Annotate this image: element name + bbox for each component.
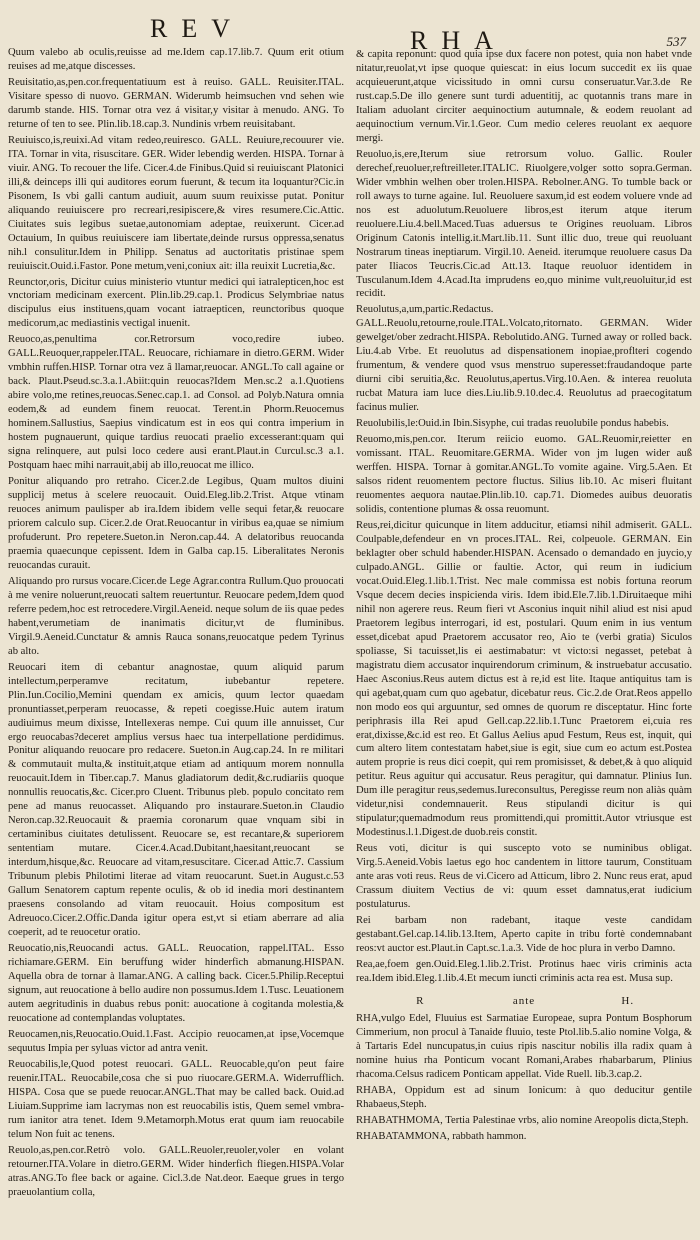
dictionary-entry: Reus,rei,dicitur quicunque in litem adducitur, etiamsi nihil admiserit. GALL. Coulpable,defendeur en vn proces.ITAL. Rei, colpeuole. GERMAN. Ein beklagter ober schuld habender.HISPAN. Acensado o demandado en juycio,y culpado.ANGL. Gillie or faultie. Actor, qui reum in iudicium vocat.Ouid.Eleg.1.lib.1.Trist. Nec male commissa est nobis fortuna reorum Vsque decem decies inspicienda viris. Idem ibid.Ele.7.lib.1.Diruitaeque mihi nihil non agerere reus. Reum fieri vt Asconius inquit nihil aliud est nisi apud Praetorem legibus interrogari, id est, postulari. Quum enim in ius ventum esset,dicebat apud Praetorem accusator reo, Aio te (verbi gratia) Siculos spoliasse, Si tacuisset,lis ei aestimabatur: vt victo:si negasset, petebat à magistratu diem accusator inquirendorum criminum, & instruebatur accusatio. Haec Asconius.Reus autem dictus est à re,id est lite. Itaque antiquitus tam is qui agebat,quam cum quo agebatur, dicebatur reus. Cic.2.de Orat.Reos appello non modo eos qui arguuntur, sed omnes de quorum re disceptatur. Hinc forte periphrasis illa Rei apud Gell.cap.22.lib.1.Tunc Praetorem ei,cuia res erat,dixisse,&c.id est reo. Et Gallus Aelius apud Festum, Reus est, inquit, qui cum altero litem contestatam habet,siue is egit, siue cum eo actum est.Postea autem proprie is reus dici coepit, qui rem promisisset, & debet,& à quo aliquid petitur. Reus aguitur qui accusatur. Reus peragitur, qui damnatur. Plinius Iun. Dum ille peragitur reus,sedemus.Iureconsultus, Peregisse reum non aliàs quàm videtur,nisi condemnauerit. Reus stipulandi dicitur is qui stipulatur;quemadmodum reus promittendi,qui promittit.Autor vtriusque est Modestinus.l.1.Digest.de duob.reis constit. bbox=[356, 519, 692, 839]
left-column bbox=[8, 46, 344, 1201]
section-divider-right: H. bbox=[621, 994, 635, 1007]
dictionary-entry: Reuoluo,is,ere,Iterum siue retrorsum voluo. Gallic. Rouler derechef,reuoluer,reftreilleter.ITALIC. Riuolgere,volger sotto sopra.German. Wider vmbhin welhen ober trolen.HISPA. Rebolner.ANG. To tumble back or roll aways to turne againe. Iul. Reuoluere saxum,id est eodem voluere vnde ad nos est aduolutum.Reuoluere libros,est iterum atque iterum reuoluere.Liu.4.bell.Maced.Tuas aduersus te Origines reuoluam. Libros Originum Catonis intellig.it.Mart.lib.11. Sunt illic duo, treue qui reuoluant Nostrarum tineas ineptiarum. Virgil.10. Aeneid. iterumque reuoluere casus Da pater Iliacos Teucris.Cic.ad Att.13. Itaque reuoluor identidem in Tusculanum.Idem 4.Acad.Ita imprudens eo,quo minime vult,reuoluitur,id est recidit. bbox=[356, 148, 692, 300]
dictionary-entry: Reuocamen,nis,Reuocatio.Ouid.1.Fast. Accipio reuocamen,at ipse,Vocemque sequutus Impia per syluas victor ad antra venit. bbox=[8, 1028, 344, 1054]
dictionary-entry: Reuocabilis,le,Quod potest reuocari. GALL. Reuocable,qu'on peut faire reuenir.ITAL. Reuocabile,cosa che si puo riuocare.GERM.A. Widerrufflich. HISPA. Cosa que se puede reuocar.ANGL.That may be called back. Ouid.ad Liuiam.Supprime iam lacrymas non est reuocabilis istis, Quem semel vmbra-rum ianitor atra tenet. Idem 9.Metamorph.Motus erat quum iam reuocabile telum Non fuit ac tenens. bbox=[8, 1058, 344, 1140]
dictionary-entry: Reuisitatio,as,pen.cor.frequentatiuum est à reuiso. GALL. Reuisiter.ITAL. Visitare spesso di nuovo. GERMAN. Widerumb heimsuchen vnd sehen wie darumb stande. HIS. Tornar otra vez á visitar,y visitar à menudo. ANG. To returne of ten to see. Plin.lib.18.cap.3. Nundinis vrbem reuisitabant. bbox=[8, 76, 344, 130]
dictionary-entry: Quum valebo ab oculis,reuisse ad me.Idem cap.17.lib.7. Quum erit otium reuises ad me,atque discesses. bbox=[8, 47, 344, 72]
dictionary-entry: Reuoco,as,penultima cor.Retrorsum voco,redire iubeo. GALL.Reuoquer,rappeler.ITAL. Reuocare, richiamare in dietro.GERM. Wider vmbhin ruffen.HISP. Tornar otra vez â llamar,reuocar. ANGL.To call againe or back. Plaut.Pseud.sc.3.a.1.Abiit:quin reuocas?Idem Men.sc.2 a.1.Quotiens abire volo,me retines,reuocas.Senec.cap.1. ad Consol. ad Polyb.Natura omnia eodem,& ad eundem finem reuocat. Terent.in Phorm.Reuocemus hominem.Sallustius, Saepius vindicatum est in eos qui contra imperium in hostem pugnauerunt, quique tardius reuocati praelio excesserant:quam qui signa relinquere, aut pulsi loco cedere ausi erant.Plaut.in Curcul.sc.3 a.1. Postquam haec mihi narrauit,abij ab illo,reuocat me illico. bbox=[8, 334, 344, 472]
dictionary-entry: RHABATHMOMA, Tertia Palestinae vrbs, alio nomine Areopolis dicta,Steph. bbox=[356, 1115, 689, 1127]
dictionary-entry: Aliquando pro rursus vocare.Cicer.de Lege Agrar.contra Rullum.Quo prouocati à me venire noluerunt,reuocati saltem reuertuntur. Reuocare pedem,Idem quod referre pedem,hoc est retrocedere.Virgil.Aeneid. neque solum de iis quae pedes habent,verumetiam de inanimatis dicitur,vt de fluminibus. Virgil.9.Aeneid.Cunctatur & amnis Rauca sonans,reuocatque pedem Tyrinus ab alto. bbox=[8, 575, 344, 657]
dictionary-entry: RHABATAMMONA, rabbath hammon. bbox=[356, 1131, 527, 1143]
section-divider-middle: ante bbox=[512, 994, 536, 1007]
dictionary-entry: Reuomo,mis,pen.cor. Iterum reiicio euomo. GAL.Reuomir,reietter en vomissant. ITAL. Reuomitare.GERMA. Wider von jm lugen wider auß werffen. HISPA. Tornar à gomitar.ANGL.To vomite againe. Virg.5.Aen. Et salsos rident reuomentem pectore fluctus. Silius lib.10. Ac miseri fluitant reuomentes aequora nautae.Plin.lib.10. cap.71. Diomedes auibus deuoratis solidis, contentione plumas & ossa reuomunt. bbox=[356, 434, 692, 515]
dictionary-entry: RHA,vulgo Edel, Fluuius est Sarmatiae Europeae, supra Pontum Bosphorum Cimmerium, non procul à Tanaide fluuio, teste Ptol.lib.5.alio nomine Volga, & à Tartaris Edel nuncupatus,in cuius ripis nascitur nobilis illa radix quam à nomine huius rha Ponticum vocant Romani,Arabes rhabarbarum, Plinius rhacoma.Celsus radicem Ponticam appellat. Vide Ruell. lib.3.cap.2. bbox=[356, 1013, 692, 1081]
dictionary-entry: Rei barbam non radebant, itaque veste candidam gestabant.Gel.cap.14.lib.13.Item, Aperto capite in tribu fortè condemnabant reos:vt auctor est.Plaut.in Capt.sc.1.a.3. Vide de hoc plura in verbo Damno. bbox=[356, 915, 692, 955]
section-divider bbox=[356, 994, 692, 1009]
right-column bbox=[356, 48, 692, 1146]
dictionary-entry: & capita reponunt: quod quia ipse dux facere non potest, quia non habet vnde nitatur,reuolat,vt ipse quoque quiescat: in eius locum succedit ex iis quae acquieuerunt,atque vicissitudo in omni cursu conseruatur.Var.3.de Re rust.cap.5.De illo genere sunt turdi aduentitij, ac quotannis trans mare in Italiam aduolant circiter aequinoctium autumnale, & eodem reuolant ad aequinoctium vernum.Vir.1.Geor. Cum medio celeres reuolant ex aequore mergi. bbox=[356, 49, 692, 144]
section-divider-left: R bbox=[416, 994, 425, 1007]
dictionary-entry: Reuolubilis,le:Ouid.in Ibin.Sisyphe, cui tradas reuolubile pondus habebis. bbox=[356, 418, 669, 430]
page-number: 537 bbox=[666, 34, 686, 49]
dictionary-entry: Reus voti, dicitur is qui suscepto voto se numinibus obligat. Virg.5.Aeneid.Vobis laetus ego hoc candentem in littore taurum, Constituam ante aras voti reus. Reus de vi.Cicero ad Atticum, libro 2. Nunc reus erat, apud Crassum diuitem Vectius de vi: quum esset damnatus,erat iudicium postulaturus. bbox=[356, 843, 692, 911]
running-head-left: REV bbox=[150, 14, 244, 43]
dictionary-entry: Rea,ae,foem gen.Ouid.Eleg.1.lib.2.Trist. Protinus haec viris criminis acta rea.Idem ibid.Eleg.1.lib.4.Et mecum iuncti criminis acta rea est. Musa sup. bbox=[356, 959, 692, 984]
dictionary-entry: Reuolo,as,pen.cor.Retrò volo. GALL.Reuoler,reuoler,voler en volant retourner.ITA.Volare in dietro.GERM. Wider hinderfich fliegen.HISPA.Volar atras.ANG.To flee back or againe. Cicl.3.de Nat.deor. Eaeque grues in tergo praeuolantium colla, bbox=[8, 1144, 344, 1198]
dictionary-entry: Reunctor,oris, Dicitur cuius ministerio vtuntur medici qui iatralepticen,hoc est vnctoriam medicinam exercent. Plin.lib.29.cap.1. Prodicus Selymbriae natus discipulus eius instituens,quam vocant iatraepticen, reunctoribus quoque medicorum,ac mediastinis vectigal inuenit. bbox=[8, 276, 344, 330]
dictionary-entry: Reuocatio,nis,Reuocandi actus. GALL. Reuocation, rappel.ITAL. Esso richiamare.GERM. Ein beruffung wider hinderfich abmanung.HISPAN. Aquella obra de tornar à llamar.ANG. A calling back. Cicer.5.Philip.Receptui signum, aut reuocatione à bello audire non possumus.Idem 1.Tusc. Leuationem autem aegritudinis in duabus rebus ponit: auocatione à cogitanda molestia,& reuocatione ad contemplandas voluptates. bbox=[8, 943, 344, 1024]
running-head bbox=[0, 8, 700, 55]
dictionary-entry: Reuolutus,a,um,partic.Redactus. GALL.Reuolu,retourne,roule.ITAL.Volcato,ritornato. GERMAN. Wider gewelget/ober zedracht.HISPA. Rebolutido.ANG. Turned away or rolled back. Liu.4.ab Vrbe. Et reuolutus ad dispensationem inopiae,proflteri cogendo frumentum, & vendere quod vsus menstruo superesset:fraudandoque parte diurni cibi seruitia,&c. Reuolutus,apertus.Virg.10.Aen. & interea reuoluta rucbat Matura iam luce dies.Liu.lib.9.10.dec.4. Reuolutus ad praecogitatum facinus mulier. bbox=[356, 304, 692, 414]
dictionary-entry: Ponitur aliquando pro retraho. Cicer.2.de Legibus, Quam multos diuini supplicij metus à scelere reuocauit. Ouid.Eleg.lib.2.Trist. Atque vtinam reuoces animum paulisper ab ira.Idem ibidem velle sequi fetar,& reuocare priorem calculo sup. Cicer.2.de Orat.Reuocantur in viribus ea,quae se nimium profuderunt. Pro repetere.Sueton.in Neron.cap.44. A delatoribus reuocanda praemia quaecunque cepissent. Idem in Galba cap.15. Liberalitates Neronis reuocandas curauit. bbox=[8, 476, 344, 571]
dictionary-entry: RHABA, Oppidum est ad sinum Ionicum: à quo deducitur gentile Rhabaeus,Steph. bbox=[356, 1085, 692, 1111]
running-head-right: RHA bbox=[410, 26, 507, 55]
dictionary-entry: Reuiuisco,is,reuixi.Ad vitam redeo,reuiresco. GALL. Reuiure,recouurer vie. ITA. Tornar in vita, risuscitare. GER. Wider lebendig werden. HISPA. Tornar à viuir. ANG. To recouer the life. Cicer.4.de Finibus.Quid si reuiuiscant Platonici illi,& deinceps illi qui auditores eorum fuerunt, & tecum ita loquantur?Cic.in Pisonem, Is vbi galli cantum audiuit, auum suum reuixisse putat. Ponitur aliquando reuiuiscere pro recreari,resipiscere,& vires resumere.Cic.Attic. Ciuitates suis legibus suetae,autonomiam adeptae, reuixerunt. Cicer.ad Octauium, In quibus reuiuiscere iam libertate,deinde rursus oppressa,senatus nih.l consulitur.Idem in Philipp. Senatus ad auctoritatis pristinae spem reuiuiscit.Ouid.i.Fastor. Pone metum,veni,coniux ait: illa reuixit Lucretia,&c. bbox=[8, 134, 344, 272]
dictionary-entry: Reuocari item di cebantur anagnostae, quum aliquid parum intellectum,perperamve recitatum, iubebantur repetere. Plin.Iun.Cocilio,Memini quendam ex amicis, quum lector quaedam pronuntiasset,perperam reuocasse, & repeti coegisse.Huic autem iratum audiuimus meum dixisse, Intellexeras nempe. Cui quum ille annuisset, Cur ergo reuocabas?deceret amplius versus haec tua interpellatione perdidimus. Ponitur aliquando reuocare pro redacere. Sueton.in Aug.cap.24. In re militari & commutauit multa,& instituit,atque etiam ad antiquum morem nonnulla reuocauit.Idem in Tiber.cap.7. Manus gladiatorum dedit,&c.rudiariis quoque nonnullis reuocatis,&c. Cicer.pro Cluent. Tribunus pleb. populo concitato rem pene ad manus reuocasset. Aliquando pro instaurare.Sueton.in Claudio Neron.cap.32.Reuocauit & praemia coronarum quae vnquam sibi in certaminibus ciuitates detulissent. Reuocare se, est recantare,& superiorem sententiam mutare. Cicer.4.Acad.Dubitant,haesitant,reuocant se interdum,hisque,&c. Reuocare ad vitam,resuscitare. Cicer.ad Attic.7. Cassium Tribunum plebis Philotimi literae ad vitam reuocarunt. Suet.in August.c.53 Gallum Senatorem captum repente oculis, & ob id inedia mori destinantem praesens consolando ad vitam reuocauit. Hoius compositum est Adreuoco.Cicer.2.Offic.Danda igitur opera est,vt si etiam aberrare ad alia coeperit, ad te reuocetur oratio. bbox=[8, 661, 344, 939]
